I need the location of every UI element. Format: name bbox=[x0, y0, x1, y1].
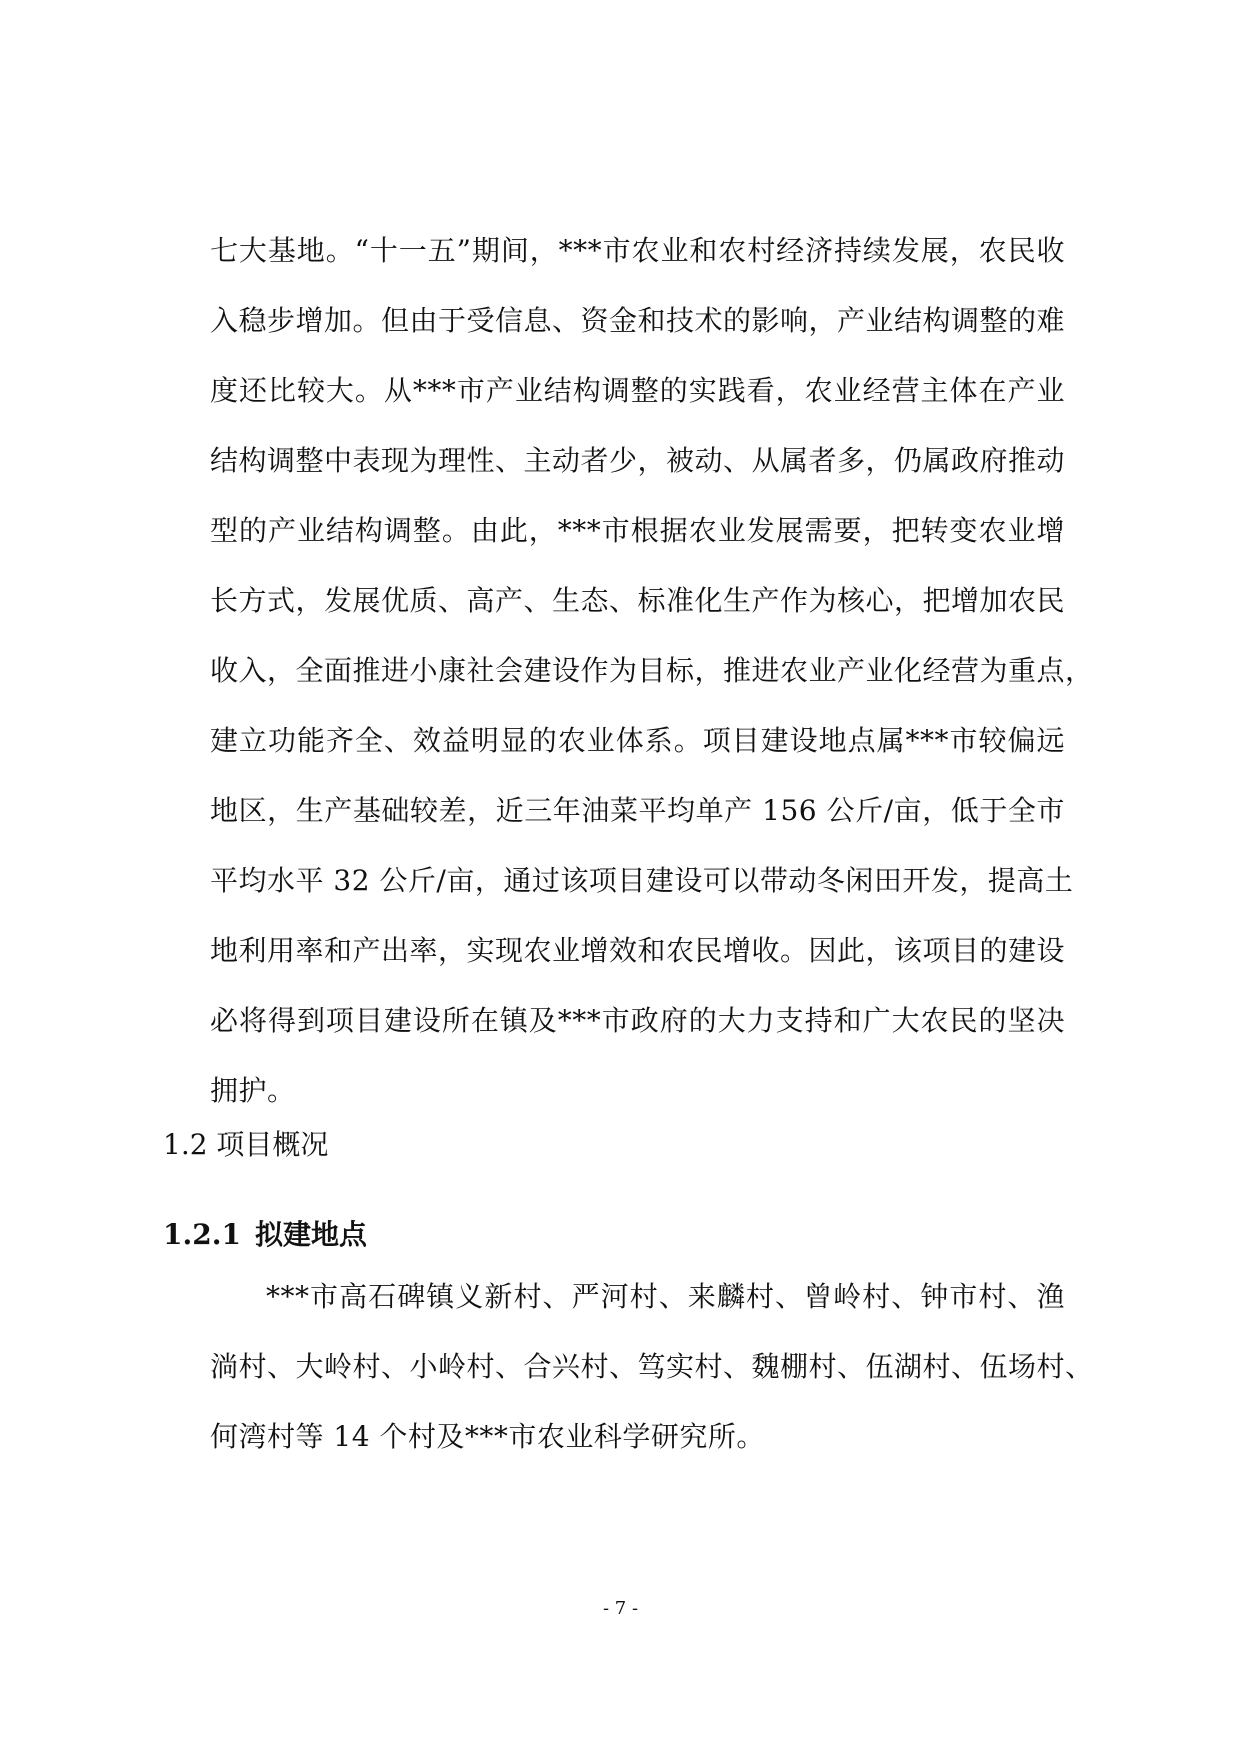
body-paragraph bbox=[210, 216, 1094, 1126]
paragraph-line: 入稳步增加。但由于受信息、资金和技术的影响，产业结构调整的难 bbox=[210, 304, 1066, 337]
page-number: - 7 - bbox=[602, 1598, 639, 1619]
paragraph-line: 度还比较大。从***市产业结构调整的实践看，农业经营主体在产业 bbox=[210, 374, 1065, 407]
paragraph-line: 地区，生产基础较差，近三年油菜平均单产 156 公斤/亩，低于全市 bbox=[210, 794, 1065, 827]
paragraph-line: 建立功能齐全、效益明显的农业体系。项目建设地点属***市较偏远 bbox=[210, 724, 1065, 757]
paragraph-line: 拥护。 bbox=[210, 1074, 296, 1107]
paragraph-line: 地利用率和产出率，实现农业增效和农民增收。因此，该项目的建设 bbox=[210, 934, 1066, 967]
paragraph-line: 平均水平 32 公斤/亩，通过该项目建设可以带动冬闲田开发，提高土 bbox=[210, 864, 1074, 897]
paragraph-line: 淌村、大岭村、小岭村、合兴村、笃实村、魏棚村、伍湖村、伍场村、 bbox=[210, 1350, 1094, 1383]
paragraph-line: 七大基地。“十一五”期间，***市农业和农村经济持续发展，农民收 bbox=[210, 234, 1065, 267]
section-heading: 1.2 项目概况 bbox=[163, 1128, 329, 1161]
subsection-title: 拟建地点 bbox=[254, 1218, 367, 1251]
paragraph-line: 结构调整中表现为理性、主动者少，被动、从属者多，仍属政府推动 bbox=[210, 444, 1066, 477]
paragraph-line: ***市高石碑镇义新村、严河村、来麟村、曾岭村、钟市村、渔 bbox=[266, 1280, 1065, 1313]
paragraph-line: 何湾村等 14 个村及***市农业科学研究所。 bbox=[210, 1420, 765, 1453]
paragraph-line: 长方式，发展优质、高产、生态、标准化生产作为核心，把增加农民 bbox=[210, 584, 1066, 617]
location-paragraph bbox=[210, 1262, 1094, 1472]
subsection-number: 1.2.1 bbox=[163, 1218, 241, 1251]
paragraph-line: 型的产业结构调整。由此，***市根据农业发展需要，把转变农业增 bbox=[210, 514, 1065, 547]
paragraph-line: 收入，全面推进小康社会建设作为目标，推进农业产业化经营为重点， bbox=[210, 654, 1094, 687]
paragraph-line: 必将得到项目建设所在镇及***市政府的大力支持和广大农民的坚决 bbox=[210, 1004, 1065, 1037]
subsection-heading bbox=[163, 1215, 367, 1255]
